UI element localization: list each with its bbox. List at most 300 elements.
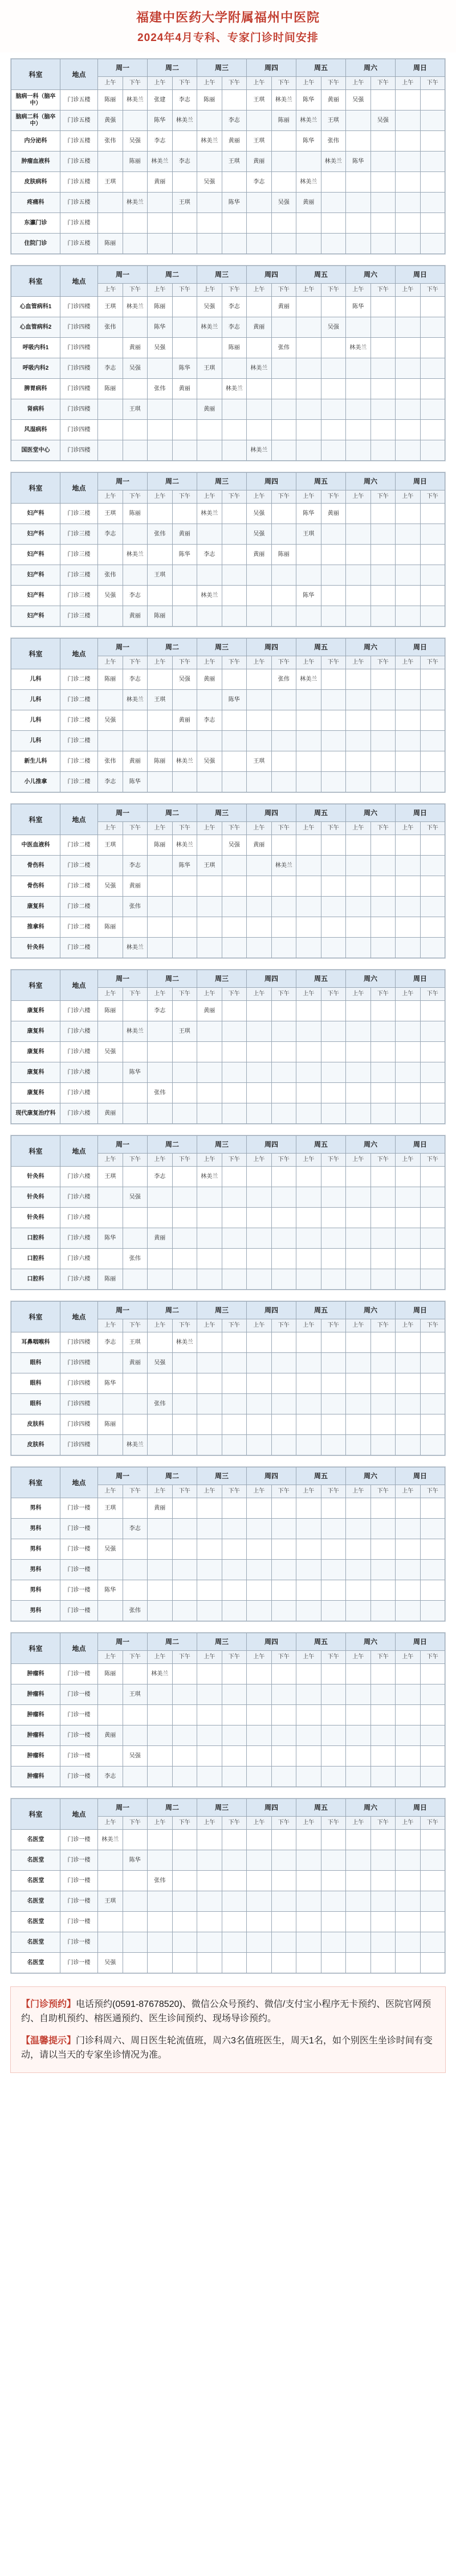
doctor-cell <box>197 234 222 254</box>
doctor-cell: 李志 <box>98 1332 123 1353</box>
doctor-cell <box>321 1539 346 1560</box>
am-header: 上午 <box>296 490 321 504</box>
booking-notice <box>21 1997 435 2026</box>
dept-cell: 皮肤科 <box>11 1414 60 1435</box>
doctor-cell <box>271 131 296 152</box>
doctor-cell <box>296 1912 321 1932</box>
header-row <box>11 1633 445 1651</box>
doctor-cell <box>222 1871 247 1891</box>
doctor-cell <box>346 938 371 958</box>
doctor-cell: 陈丽 <box>98 379 123 399</box>
doctor-cell <box>98 1353 123 1373</box>
doctor-cell <box>271 420 296 440</box>
doctor-cell <box>148 1953 173 1973</box>
dept-cell: 男科 <box>11 1580 60 1601</box>
dept-cell: 国医堂中心 <box>11 440 60 461</box>
location-cell: 门诊六楼 <box>60 1042 98 1062</box>
dept-cell: 名医堂 <box>11 1830 60 1850</box>
doctor-cell <box>172 1083 197 1103</box>
doctor-cell <box>222 1414 247 1435</box>
doctor-cell <box>321 234 346 254</box>
doctor-cell <box>396 1373 421 1394</box>
doctor-cell <box>197 1953 222 1973</box>
doctor-cell <box>296 317 321 338</box>
doctor-cell: 陈华 <box>296 90 321 111</box>
location-cell: 门诊二楼 <box>60 835 98 856</box>
doctor-cell: 黄丽 <box>123 606 148 627</box>
am-header: 上午 <box>247 1319 272 1332</box>
doctor-cell <box>346 1932 371 1953</box>
doctor-cell <box>98 1519 123 1539</box>
doctor-cell <box>172 917 197 938</box>
table-row <box>11 1891 445 1912</box>
table-row <box>11 1001 445 1021</box>
doctor-cell <box>271 234 296 254</box>
table-row <box>11 1580 445 1601</box>
doctor-cell <box>321 1498 346 1519</box>
doctor-cell <box>346 234 371 254</box>
day-header: 周一 <box>98 804 148 822</box>
doctor-cell <box>346 876 371 897</box>
doctor-cell <box>172 172 197 193</box>
doctor-cell <box>197 1083 222 1103</box>
doctor-cell <box>247 1519 272 1539</box>
doctor-cell: 黄丽 <box>321 90 346 111</box>
table-row <box>11 420 445 440</box>
doctor-cell <box>321 1664 346 1684</box>
location-cell: 门诊一楼 <box>60 1664 98 1684</box>
doctor-cell <box>396 213 421 234</box>
pm-header: 下午 <box>420 1485 445 1498</box>
table-row <box>11 856 445 876</box>
doctor-cell: 王琪 <box>247 751 272 772</box>
day-header: 周三 <box>197 1136 247 1154</box>
doctor-cell <box>271 1932 296 1953</box>
doctor-cell <box>197 1414 222 1435</box>
doctor-cell <box>197 111 222 131</box>
doctor-cell <box>396 1767 421 1787</box>
dept-header: 科室 <box>11 473 60 504</box>
doctor-cell: 陈丽 <box>98 1664 123 1684</box>
doctor-cell <box>420 1332 445 1353</box>
table-row <box>11 1519 445 1539</box>
doctor-cell <box>420 1767 445 1787</box>
doctor-cell: 林美兰 <box>148 152 173 172</box>
doctor-cell <box>321 1435 346 1455</box>
doctor-cell: 林美兰 <box>172 111 197 131</box>
doctor-cell <box>172 1103 197 1124</box>
loc-header: 地点 <box>60 1799 98 1830</box>
table-row <box>11 876 445 897</box>
doctor-cell <box>296 1850 321 1871</box>
doctor-cell <box>123 1539 148 1560</box>
doctor-cell: 王琪 <box>197 856 222 876</box>
pm-header: 下午 <box>420 77 445 90</box>
doctor-cell <box>420 1932 445 1953</box>
doctor-cell: 黄丽 <box>148 1498 173 1519</box>
am-header: 上午 <box>98 490 123 504</box>
doctor-cell <box>420 1684 445 1705</box>
table-row <box>11 358 445 379</box>
doctor-cell <box>420 399 445 420</box>
am-header: 上午 <box>197 1485 222 1498</box>
doctor-cell <box>370 586 396 606</box>
pm-header: 下午 <box>123 284 148 297</box>
location-cell: 门诊六楼 <box>60 1228 98 1249</box>
doctor-cell: 林美兰 <box>247 358 272 379</box>
doctor-cell <box>296 297 321 317</box>
doctor-cell <box>247 1705 272 1725</box>
doctor-cell <box>420 1394 445 1414</box>
doctor-cell: 黄丽 <box>197 669 222 690</box>
dept-header: 科室 <box>11 970 60 1001</box>
doctor-cell <box>396 111 421 131</box>
table-row <box>11 545 445 565</box>
header-row <box>11 1799 445 1817</box>
doctor-cell <box>370 1953 396 1973</box>
doctor-cell <box>370 835 396 856</box>
doctor-cell <box>172 1560 197 1580</box>
pm-header: 下午 <box>123 988 148 1001</box>
doctor-cell <box>296 1269 321 1290</box>
am-header: 上午 <box>98 988 123 1001</box>
doctor-cell <box>222 440 247 461</box>
day-header: 周五 <box>296 473 346 490</box>
location-cell: 门诊一楼 <box>60 1746 98 1767</box>
doctor-cell <box>98 213 123 234</box>
doctor-cell <box>370 1601 396 1621</box>
doctor-cell <box>420 1167 445 1187</box>
doctor-cell: 黄丽 <box>123 1353 148 1373</box>
pm-header: 下午 <box>370 490 396 504</box>
doctor-cell <box>346 917 371 938</box>
doctor-cell: 陈华 <box>346 152 371 172</box>
doctor-cell: 林美兰 <box>123 1435 148 1455</box>
am-header: 上午 <box>346 1817 371 1830</box>
doctor-cell: 陈华 <box>98 1580 123 1601</box>
doctor-cell: 黄丽 <box>172 524 197 545</box>
doctor-cell <box>420 917 445 938</box>
doctor-cell <box>370 1519 396 1539</box>
day-header: 周四 <box>247 1302 296 1319</box>
doctor-cell: 陈丽 <box>148 606 173 627</box>
doctor-cell: 黄丽 <box>197 399 222 420</box>
table-row <box>11 1684 445 1705</box>
doctor-cell <box>172 1394 197 1414</box>
am-header: 上午 <box>197 77 222 90</box>
doctor-cell: 陈丽 <box>98 1269 123 1290</box>
table-row <box>11 1332 445 1353</box>
doctor-cell: 李志 <box>197 710 222 731</box>
day-header: 周一 <box>98 266 148 284</box>
doctor-cell <box>346 358 371 379</box>
location-cell: 门诊三楼 <box>60 524 98 545</box>
doctor-cell <box>346 317 371 338</box>
doctor-cell <box>346 379 371 399</box>
doctor-cell <box>247 897 272 917</box>
dept-cell: 肿瘤血液科 <box>11 152 60 172</box>
doctor-cell <box>123 1208 148 1228</box>
doctor-cell <box>222 917 247 938</box>
doctor-cell <box>296 751 321 772</box>
doctor-cell: 林美兰 <box>123 90 148 111</box>
doctor-cell <box>148 856 173 876</box>
doctor-cell <box>247 1353 272 1373</box>
doctor-cell <box>222 586 247 606</box>
doctor-cell <box>123 1103 148 1124</box>
pm-header: 下午 <box>123 1485 148 1498</box>
dept-cell: 住院门诊 <box>11 234 60 254</box>
table-row <box>11 1021 445 1042</box>
doctor-cell: 李志 <box>98 358 123 379</box>
doctor-cell <box>321 172 346 193</box>
pm-header: 下午 <box>370 77 396 90</box>
day-header: 周日 <box>396 639 445 656</box>
doctor-cell <box>420 1498 445 1519</box>
doctor-cell <box>420 1953 445 1973</box>
doctor-cell <box>296 1746 321 1767</box>
doctor-cell <box>370 1167 396 1187</box>
doctor-cell <box>296 440 321 461</box>
am-header: 上午 <box>296 988 321 1001</box>
pm-header: 下午 <box>222 1651 247 1664</box>
doctor-cell <box>123 317 148 338</box>
doctor-cell <box>420 669 445 690</box>
doctor-cell <box>370 876 396 897</box>
doctor-cell: 陈丽 <box>123 152 148 172</box>
doctor-cell <box>247 1167 272 1187</box>
doctor-cell <box>396 440 421 461</box>
pm-header: 下午 <box>172 656 197 669</box>
day-header: 周二 <box>148 266 197 284</box>
location-cell: 门诊一楼 <box>60 1850 98 1871</box>
pm-header: 下午 <box>321 1319 346 1332</box>
doctor-cell <box>247 1498 272 1519</box>
pm-header: 下午 <box>271 988 296 1001</box>
doctor-cell <box>396 1269 421 1290</box>
am-header: 上午 <box>396 656 421 669</box>
doctor-cell: 陈华 <box>346 297 371 317</box>
doctor-cell <box>370 772 396 792</box>
doctor-cell <box>396 131 421 152</box>
doctor-cell <box>346 1228 371 1249</box>
location-cell: 门诊五楼 <box>60 213 98 234</box>
table-row <box>11 1953 445 1973</box>
doctor-cell <box>346 1414 371 1435</box>
pm-header: 下午 <box>222 284 247 297</box>
doctor-cell <box>271 440 296 461</box>
pm-header: 下午 <box>321 284 346 297</box>
day-header: 周六 <box>346 970 396 988</box>
doctor-cell <box>197 1332 222 1353</box>
table-row <box>11 1103 445 1124</box>
doctor-cell <box>396 379 421 399</box>
doctor-cell <box>98 1249 123 1269</box>
doctor-cell <box>370 1871 396 1891</box>
doctor-cell <box>271 772 296 792</box>
pm-header: 下午 <box>172 1817 197 1830</box>
am-header: 上午 <box>346 822 371 835</box>
doctor-cell <box>197 1187 222 1208</box>
doctor-cell <box>370 1249 396 1269</box>
am-header: 上午 <box>296 284 321 297</box>
schedule-section <box>10 1301 446 1456</box>
doctor-cell <box>172 565 197 586</box>
doctor-cell <box>172 1353 197 1373</box>
dept-cell: 脑病二科（脑卒中） <box>11 111 60 131</box>
doctor-cell <box>420 1353 445 1373</box>
schedule-table <box>11 1467 445 1621</box>
doctor-cell: 李志 <box>247 172 272 193</box>
doctor-cell <box>370 1062 396 1083</box>
doctor-cell <box>396 1953 421 1973</box>
day-header: 周一 <box>98 1136 148 1154</box>
doctor-cell <box>370 1042 396 1062</box>
doctor-cell <box>271 938 296 958</box>
doctor-cell <box>98 606 123 627</box>
doctor-cell <box>420 358 445 379</box>
pm-header: 下午 <box>321 656 346 669</box>
doctor-cell <box>420 504 445 524</box>
day-header: 周五 <box>296 1136 346 1154</box>
pm-header: 下午 <box>222 77 247 90</box>
doctor-cell: 陈丽 <box>222 338 247 358</box>
doctor-cell <box>396 1103 421 1124</box>
doctor-cell <box>346 1580 371 1601</box>
doctor-cell <box>370 193 396 213</box>
doctor-cell <box>346 1187 371 1208</box>
day-header: 周一 <box>98 59 148 77</box>
doctor-cell: 王琪 <box>197 358 222 379</box>
pm-header: 下午 <box>123 77 148 90</box>
doctor-cell <box>123 1932 148 1953</box>
am-header: 上午 <box>197 1319 222 1332</box>
pm-header: 下午 <box>172 490 197 504</box>
dept-cell: 肾病科 <box>11 399 60 420</box>
doctor-cell: 吴强 <box>222 835 247 856</box>
day-header: 周一 <box>98 1633 148 1651</box>
doctor-cell <box>396 1083 421 1103</box>
doctor-cell <box>370 1725 396 1746</box>
day-header: 周二 <box>148 970 197 988</box>
doctor-cell <box>396 710 421 731</box>
doctor-cell: 李志 <box>172 90 197 111</box>
pm-header: 下午 <box>420 988 445 1001</box>
location-cell: 门诊四楼 <box>60 1394 98 1414</box>
am-header: 上午 <box>247 77 272 90</box>
doctor-cell: 陈丽 <box>98 669 123 690</box>
dept-cell: 脑病一科（脑卒中） <box>11 90 60 111</box>
doctor-cell <box>123 172 148 193</box>
location-cell: 门诊四楼 <box>60 338 98 358</box>
doctor-cell <box>123 379 148 399</box>
doctor-cell <box>222 1208 247 1228</box>
day-header: 周六 <box>346 1136 396 1154</box>
doctor-cell <box>123 111 148 131</box>
doctor-cell <box>321 1850 346 1871</box>
am-header: 上午 <box>247 1485 272 1498</box>
doctor-cell <box>222 1664 247 1684</box>
doctor-cell <box>346 399 371 420</box>
table-row <box>11 772 445 792</box>
doctor-cell <box>396 1725 421 1746</box>
doctor-cell <box>370 399 396 420</box>
am-header: 上午 <box>148 77 173 90</box>
location-cell: 门诊四楼 <box>60 1414 98 1435</box>
day-header: 周五 <box>296 1302 346 1319</box>
doctor-cell <box>172 731 197 751</box>
doctor-cell <box>222 710 247 731</box>
doctor-cell <box>197 1705 222 1725</box>
doctor-cell <box>172 1042 197 1062</box>
table-row <box>11 1373 445 1394</box>
doctor-cell <box>172 1850 197 1871</box>
doctor-cell: 张建 <box>148 90 173 111</box>
location-cell: 门诊五楼 <box>60 172 98 193</box>
doctor-cell <box>296 1891 321 1912</box>
doctor-cell: 黄丽 <box>222 131 247 152</box>
doctor-cell <box>222 1228 247 1249</box>
pm-header: 下午 <box>123 1651 148 1664</box>
doctor-cell <box>271 1414 296 1435</box>
doctor-cell: 王琪 <box>148 690 173 710</box>
day-header: 周一 <box>98 1302 148 1319</box>
doctor-cell <box>271 1767 296 1787</box>
doctor-cell: 陈华 <box>296 131 321 152</box>
table-row <box>11 1830 445 1850</box>
doctor-cell <box>98 1601 123 1621</box>
doctor-cell: 张伟 <box>98 751 123 772</box>
doctor-cell <box>396 90 421 111</box>
doctor-cell <box>420 938 445 958</box>
doctor-cell <box>172 317 197 338</box>
doctor-cell <box>321 1705 346 1725</box>
doctor-cell <box>296 1373 321 1394</box>
doctor-cell <box>420 751 445 772</box>
doctor-cell <box>396 917 421 938</box>
doctor-cell: 吴强 <box>148 338 173 358</box>
day-header: 周日 <box>396 59 445 77</box>
doctor-cell <box>370 379 396 399</box>
day-header: 周六 <box>346 473 396 490</box>
doctor-cell: 陈丽 <box>98 234 123 254</box>
doctor-cell <box>197 1519 222 1539</box>
table-row <box>11 213 445 234</box>
doctor-cell <box>271 1953 296 1973</box>
doctor-cell <box>296 1560 321 1580</box>
pm-header: 下午 <box>420 284 445 297</box>
day-header: 周三 <box>197 1633 247 1651</box>
doctor-cell: 李志 <box>123 586 148 606</box>
doctor-cell <box>420 876 445 897</box>
doctor-cell <box>370 213 396 234</box>
doctor-cell <box>321 1684 346 1705</box>
day-header: 周日 <box>396 266 445 284</box>
doctor-cell <box>197 1539 222 1560</box>
table-row <box>11 1767 445 1787</box>
pm-header: 下午 <box>321 1817 346 1830</box>
location-cell: 门诊一楼 <box>60 1932 98 1953</box>
doctor-cell <box>197 1498 222 1519</box>
doctor-cell <box>98 152 123 172</box>
doctor-cell <box>370 1187 396 1208</box>
doctor-cell: 林美兰 <box>271 90 296 111</box>
doctor-cell: 陈华 <box>148 111 173 131</box>
doctor-cell <box>98 338 123 358</box>
pm-header: 下午 <box>123 822 148 835</box>
reminder-notice <box>21 2034 435 2062</box>
doctor-cell <box>98 731 123 751</box>
